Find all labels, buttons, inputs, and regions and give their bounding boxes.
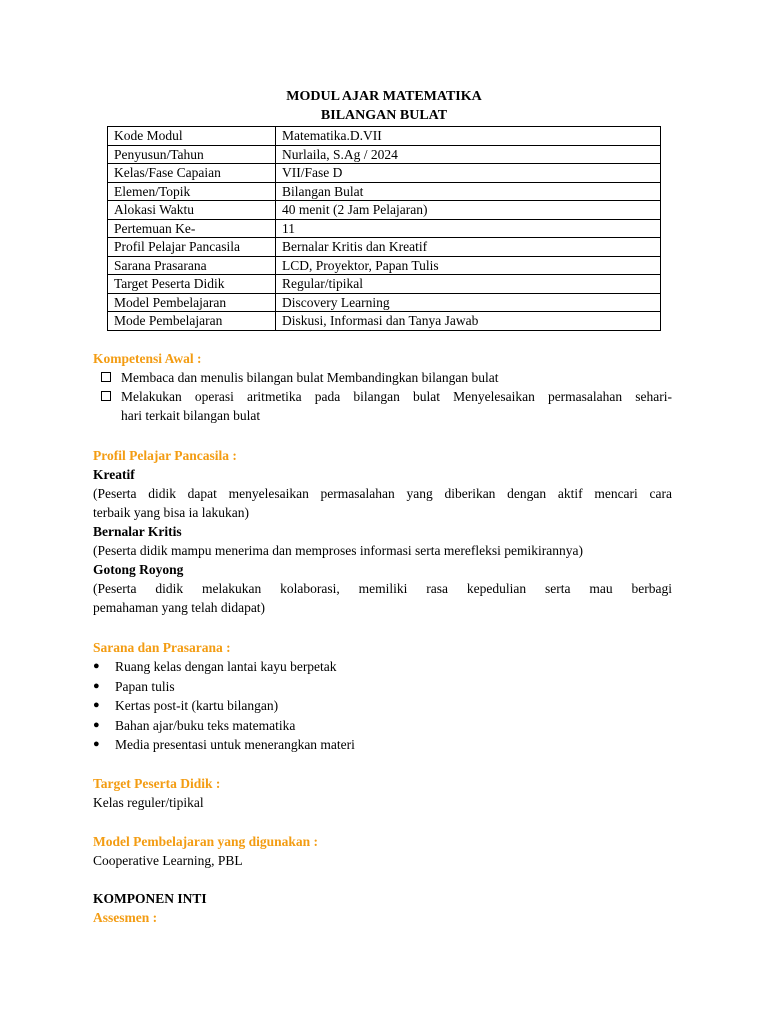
list-item	[93, 735, 672, 755]
table-row	[108, 127, 661, 146]
table-cell-value: Diskusi, Informasi dan Tanya Jawab	[276, 312, 661, 331]
table-cell-value: Bilangan Bulat	[276, 182, 661, 201]
list-item	[93, 368, 672, 387]
list-item-text: Membaca dan menulis bilangan bulat Membandingkan bilangan bulat	[121, 370, 499, 385]
table-cell-value: Nurlaila, S.Ag / 2024	[276, 145, 661, 164]
sarana-heading: Sarana dan Prasarana :	[93, 640, 231, 655]
gotong-royong-description: (Peserta didik melakukan kolaborasi, memiliki rasa kepedulian serta mau berbagi	[93, 581, 672, 596]
list-item-text-continued: hari terkait bilangan bulat	[121, 408, 261, 423]
table-row	[108, 201, 661, 220]
table-cell-label: Kelas/Fase Capaian	[108, 164, 276, 183]
table-cell-value: Regular/tipikal	[276, 275, 661, 294]
bullet-icon: ●	[93, 718, 100, 731]
table-cell-value: Discovery Learning	[276, 293, 661, 312]
list-item	[93, 696, 672, 716]
bullet-icon: ●	[93, 660, 100, 672]
list-item	[93, 387, 672, 425]
table-cell-value: VII/Fase D	[276, 164, 661, 183]
table-row	[108, 219, 661, 238]
table-cell-label: Sarana Prasarana	[108, 256, 276, 275]
table-row	[108, 256, 661, 275]
table-row	[108, 238, 661, 257]
table-cell-value: 11	[276, 219, 661, 238]
table-row	[108, 293, 661, 312]
komponen-inti-title: KOMPONEN INTI	[93, 891, 207, 906]
table-cell-label: Kode Modul	[108, 127, 276, 146]
checkbox-icon	[101, 372, 111, 382]
bullet-icon: ●	[93, 738, 100, 750]
kreatif-description: (Peserta didik dapat menyelesaikan permasalahan yang diberikan dengan aktif mencari cara	[93, 486, 672, 501]
list-item-text: Bahan ajar/buku teks matematika	[115, 717, 296, 733]
table-row	[108, 312, 661, 331]
table-cell-label: Pertemuan Ke-	[108, 219, 276, 238]
table-cell-label: Model Pembelajaran	[108, 293, 276, 312]
kreatif-title: Kreatif	[93, 467, 135, 482]
kreatif-description-continued: terbaik yang bisa ia lakukan)	[93, 505, 249, 520]
checkbox-icon	[101, 391, 111, 401]
bernalar-kritis-title: Bernalar Kritis	[93, 524, 182, 539]
table-cell-value: LCD, Proyektor, Papan Tulis	[276, 256, 661, 275]
bullet-icon: ●	[93, 699, 100, 711]
profil-pelajar-section	[93, 446, 672, 617]
list-item-text: Papan tulis	[115, 678, 175, 694]
list-item-text: Media presentasi untuk menerangkan materi	[115, 737, 355, 752]
table-cell-label: Profil Pelajar Pancasila	[108, 238, 276, 257]
table-cell-label: Elemen/Topik	[108, 182, 276, 201]
list-item	[93, 716, 672, 736]
target-text: Kelas reguler/tipikal	[93, 795, 204, 810]
module-info-table	[107, 126, 661, 331]
model-section	[93, 832, 672, 870]
list-item-text: Melakukan operasi aritmetika pada bilangan bulat Menyelesaikan permasalahan sehari-	[121, 389, 672, 404]
table-cell-value: 40 menit (2 Jam Pelajaran)	[276, 201, 661, 220]
profil-heading: Profil Pelajar Pancasila :	[93, 448, 237, 463]
gotong-royong-title: Gotong Royong	[93, 562, 184, 577]
kompetensi-awal-heading: Kompetensi Awal :	[93, 351, 202, 366]
table-row	[108, 164, 661, 183]
target-heading: Target Peserta Didik :	[93, 776, 221, 791]
sarana-section	[93, 638, 672, 755]
list-item-text: Ruang kelas dengan lantai kayu berpetak	[115, 659, 337, 674]
model-text: Cooperative Learning, PBL	[93, 853, 243, 868]
table-cell-label: Alokasi Waktu	[108, 201, 276, 220]
table-cell-label: Penyusun/Tahun	[108, 145, 276, 164]
gotong-royong-description-continued: pemahaman yang telah didapat)	[93, 600, 266, 615]
kompetensi-awal-section	[93, 349, 672, 425]
table-cell-label: Mode Pembelajaran	[108, 312, 276, 331]
assesmen-heading: Assesmen :	[93, 910, 158, 925]
list-item	[93, 677, 672, 697]
table-cell-value: Bernalar Kritis dan Kreatif	[276, 238, 661, 257]
list-item	[93, 657, 672, 677]
table-row	[108, 275, 661, 294]
komponen-inti-section	[93, 889, 672, 927]
table-row	[108, 182, 661, 201]
list-item-text: Kertas post-it (kartu bilangan)	[115, 698, 279, 713]
document-title: MODUL AJAR MATEMATIKA	[286, 89, 482, 104]
bernalar-kritis-description: (Peserta didik mampu menerima dan memproses informasi serta merefleksi pemikirannya)	[93, 543, 583, 558]
target-section	[93, 774, 672, 812]
model-heading: Model Pembelajaran yang digunakan :	[93, 834, 319, 849]
table-row	[108, 145, 661, 164]
bullet-icon: ●	[93, 679, 100, 692]
table-cell-label: Target Peserta Didik	[108, 275, 276, 294]
table-cell-value: Matematika.D.VII	[276, 127, 661, 146]
document-subtitle: BILANGAN BULAT	[320, 108, 448, 123]
